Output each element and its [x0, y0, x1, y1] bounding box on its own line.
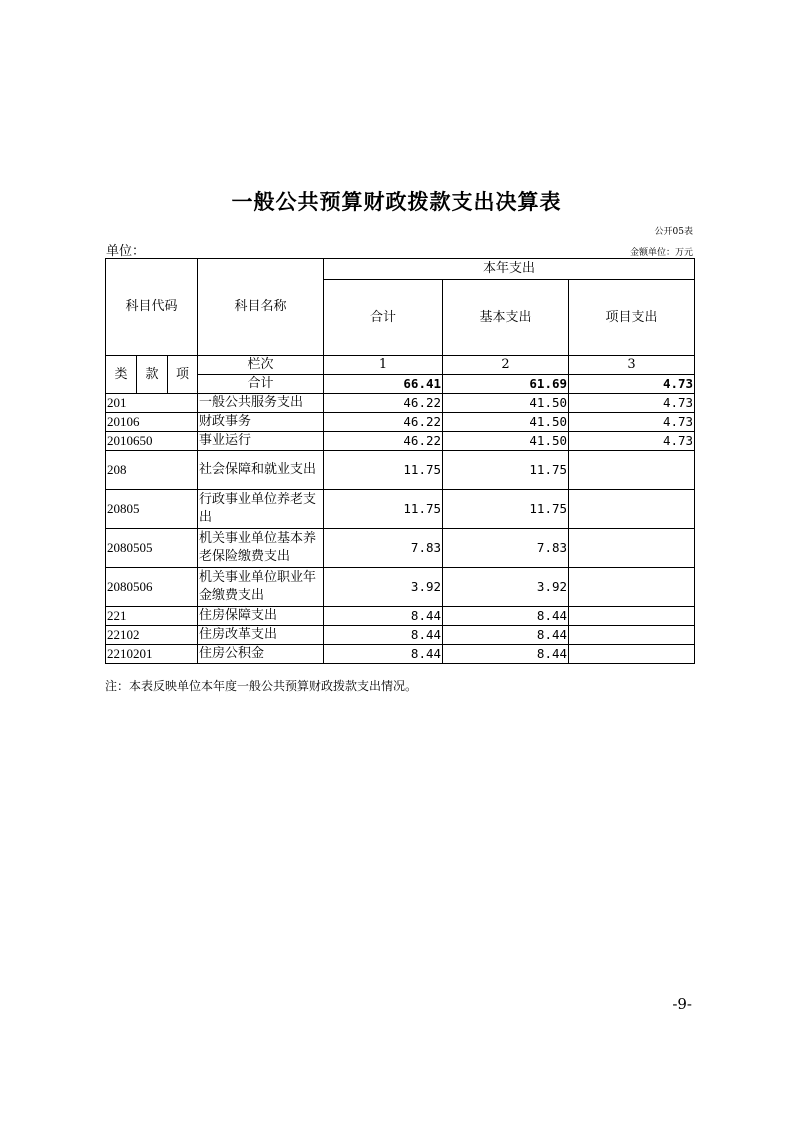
header-cat-kuan: 款: [137, 356, 168, 394]
row-name: 财政事务: [198, 413, 324, 432]
table-row: [106, 645, 695, 664]
row-name: 住房改革支出: [198, 626, 324, 645]
header-cat-lei: 类: [106, 356, 137, 394]
total-amount: 66.41: [324, 375, 443, 394]
header-subject-name: 科目名称: [198, 259, 324, 356]
row-basic: 3.92: [443, 568, 569, 607]
row-project: 4.73: [569, 394, 695, 413]
column-index-2: 2: [443, 356, 569, 375]
row-project: [569, 529, 695, 568]
row-project: 4.73: [569, 413, 695, 432]
row-project: [569, 490, 695, 529]
row-name: 事业运行: [198, 432, 324, 451]
row-code: 2080506: [106, 568, 198, 607]
row-code: 22102: [106, 626, 198, 645]
row-total: 11.75: [324, 451, 443, 490]
header-cat-xiang: 项: [168, 356, 198, 394]
table-row: [106, 432, 695, 451]
row-total: 8.44: [324, 645, 443, 664]
page-number: -9-: [672, 995, 692, 1013]
row-total: 3.92: [324, 568, 443, 607]
total-basic: 61.69: [443, 375, 569, 394]
table-note: 注：本表反映单位本年度一般公共预算财政拨款支出情况。: [105, 679, 418, 693]
row-project: [569, 451, 695, 490]
header-current-year: 本年支出: [324, 259, 695, 280]
row-name: 住房保障支出: [198, 607, 324, 626]
amount-unit-label: 金额单位：万元: [629, 248, 693, 258]
row-basic: 41.50: [443, 432, 569, 451]
row-basic: 8.44: [443, 645, 569, 664]
table-row: [106, 451, 695, 490]
row-code: 2080505: [106, 529, 198, 568]
row-basic: 41.50: [443, 394, 569, 413]
row-name: 住房公积金: [198, 645, 324, 664]
table-row: [106, 607, 695, 626]
row-basic: 8.44: [443, 626, 569, 645]
row-total: 46.22: [324, 413, 443, 432]
total-project: 4.73: [569, 375, 695, 394]
row-project: [569, 626, 695, 645]
row-total: 46.22: [324, 394, 443, 413]
row-total: 8.44: [324, 626, 443, 645]
table-row: [106, 490, 695, 529]
row-basic: 8.44: [443, 607, 569, 626]
row-total: 7.83: [324, 529, 443, 568]
row-code: 221: [106, 607, 198, 626]
row-code: 2010650: [106, 432, 198, 451]
header-project: 项目支出: [569, 280, 695, 356]
page-title: 一般公共预算财政拨款支出决算表: [231, 190, 562, 214]
row-project: [569, 645, 695, 664]
table-row: [106, 529, 695, 568]
row-name: 机关事业单位职业年金缴费支出: [198, 568, 324, 607]
row-basic: 41.50: [443, 413, 569, 432]
table-row: [106, 568, 695, 607]
row-project: [569, 568, 695, 607]
row-code: 208: [106, 451, 198, 490]
row-code: 20106: [106, 413, 198, 432]
header-basic: 基本支出: [443, 280, 569, 356]
expenditure-table: [105, 258, 695, 664]
form-number: 公开05表: [654, 227, 693, 237]
row-total: 8.44: [324, 607, 443, 626]
unit-label: 单位：: [106, 244, 146, 259]
row-code: 201: [106, 394, 198, 413]
row-project: [569, 607, 695, 626]
row-total: 11.75: [324, 490, 443, 529]
row-code: 2210201: [106, 645, 198, 664]
row-basic: 7.83: [443, 529, 569, 568]
column-index-3: 3: [569, 356, 695, 375]
table-row: [106, 394, 695, 413]
header-column-index: 栏次: [198, 356, 324, 375]
row-basic: 11.75: [443, 490, 569, 529]
row-code: 20805: [106, 490, 198, 529]
row-name: 一般公共服务支出: [198, 394, 324, 413]
table-row: [106, 413, 695, 432]
row-name: 社会保障和就业支出: [198, 451, 324, 490]
row-name: 行政事业单位养老支出: [198, 490, 324, 529]
row-total: 46.22: [324, 432, 443, 451]
total-label: 合计: [198, 375, 324, 394]
column-index-1: 1: [324, 356, 443, 375]
header-subject-code: 科目代码: [106, 259, 198, 356]
row-name: 机关事业单位基本养老保险缴费支出: [198, 529, 324, 568]
row-basic: 11.75: [443, 451, 569, 490]
header-total: 合计: [324, 280, 443, 356]
row-project: 4.73: [569, 432, 695, 451]
table-row: [106, 626, 695, 645]
